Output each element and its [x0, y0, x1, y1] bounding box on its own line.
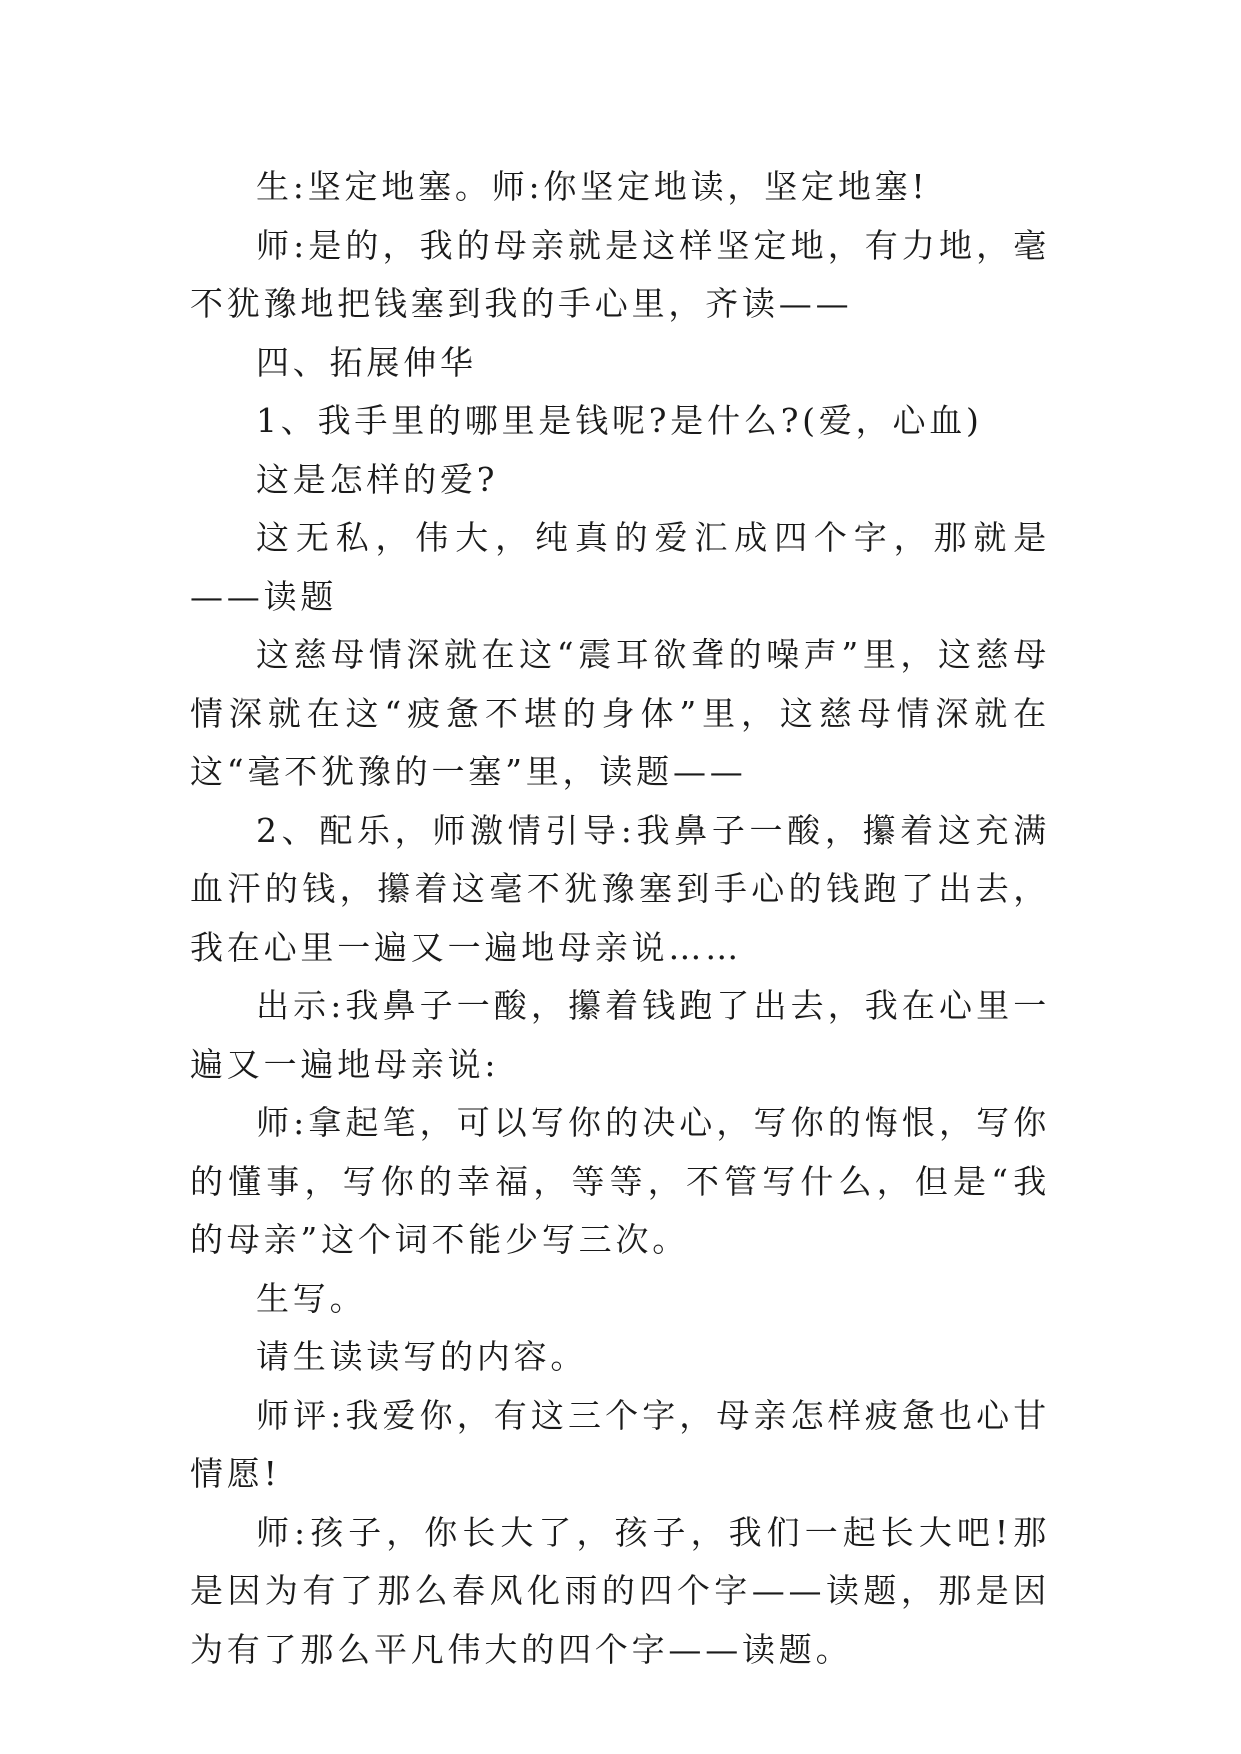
document-page: [190, 158, 1050, 1679]
paragraph-11: 生写。: [256, 1278, 367, 1318]
paragraph-2: 师:是的，我的母亲就是这样坚定地，有力地，毫不犹豫地把钱塞到我的手心里，齐读——: [190, 225, 1050, 323]
paragraph-1: 生:坚定地塞。师:你坚定地读，坚定地塞!: [256, 167, 929, 206]
paragraph-10: 师:拿起笔，可以写你的决心，写你的悔恨，写你的懂事，写你的幸福，等等，不管写什么，但是“我的母亲”这个词不能少写三次。: [190, 1103, 1050, 1259]
paragraph-5: 这是怎样的爱?: [256, 459, 499, 499]
paragraph-9: 出示:我鼻子一酸，攥着钱跑了出去，我在心里一遍又一遍地母亲说:: [190, 986, 1050, 1084]
section-heading: 四、拓展伸华: [256, 342, 477, 382]
paragraph-7: 这慈母情深就在这“震耳欲聋的噪声”里，这慈母情深就在这“疲惫不堪的身体”里，这慈母情深就在这“毫不犹豫的一塞”里，读题——: [190, 635, 1050, 791]
paragraph-6: 这无私，伟大，纯真的爱汇成四个字，那就是——读题: [190, 518, 1050, 616]
paragraph-13: 师评:我爱你，有这三个字，母亲怎样疲惫也心甘情愿!: [190, 1395, 1050, 1493]
paragraph-12: 请生读读写的内容。: [256, 1337, 588, 1376]
paragraph-14: 师:孩子，你长大了，孩子，我们一起长大吧!那是因为有了那么春风化雨的四个字——读题，那是因为有了那么平凡伟大的四个字——读题。: [190, 1512, 1050, 1669]
paragraph-8: 2、配乐，师激情引导:我鼻子一酸，攥着这充满血汗的钱，攥着这毫不犹豫塞到手心的钱跑了出去，我在心里一遍又一遍地母亲说……: [190, 810, 1050, 967]
paragraph-4: 1、我手里的哪里是钱呢?是什么?(爱，心血): [256, 401, 983, 440]
